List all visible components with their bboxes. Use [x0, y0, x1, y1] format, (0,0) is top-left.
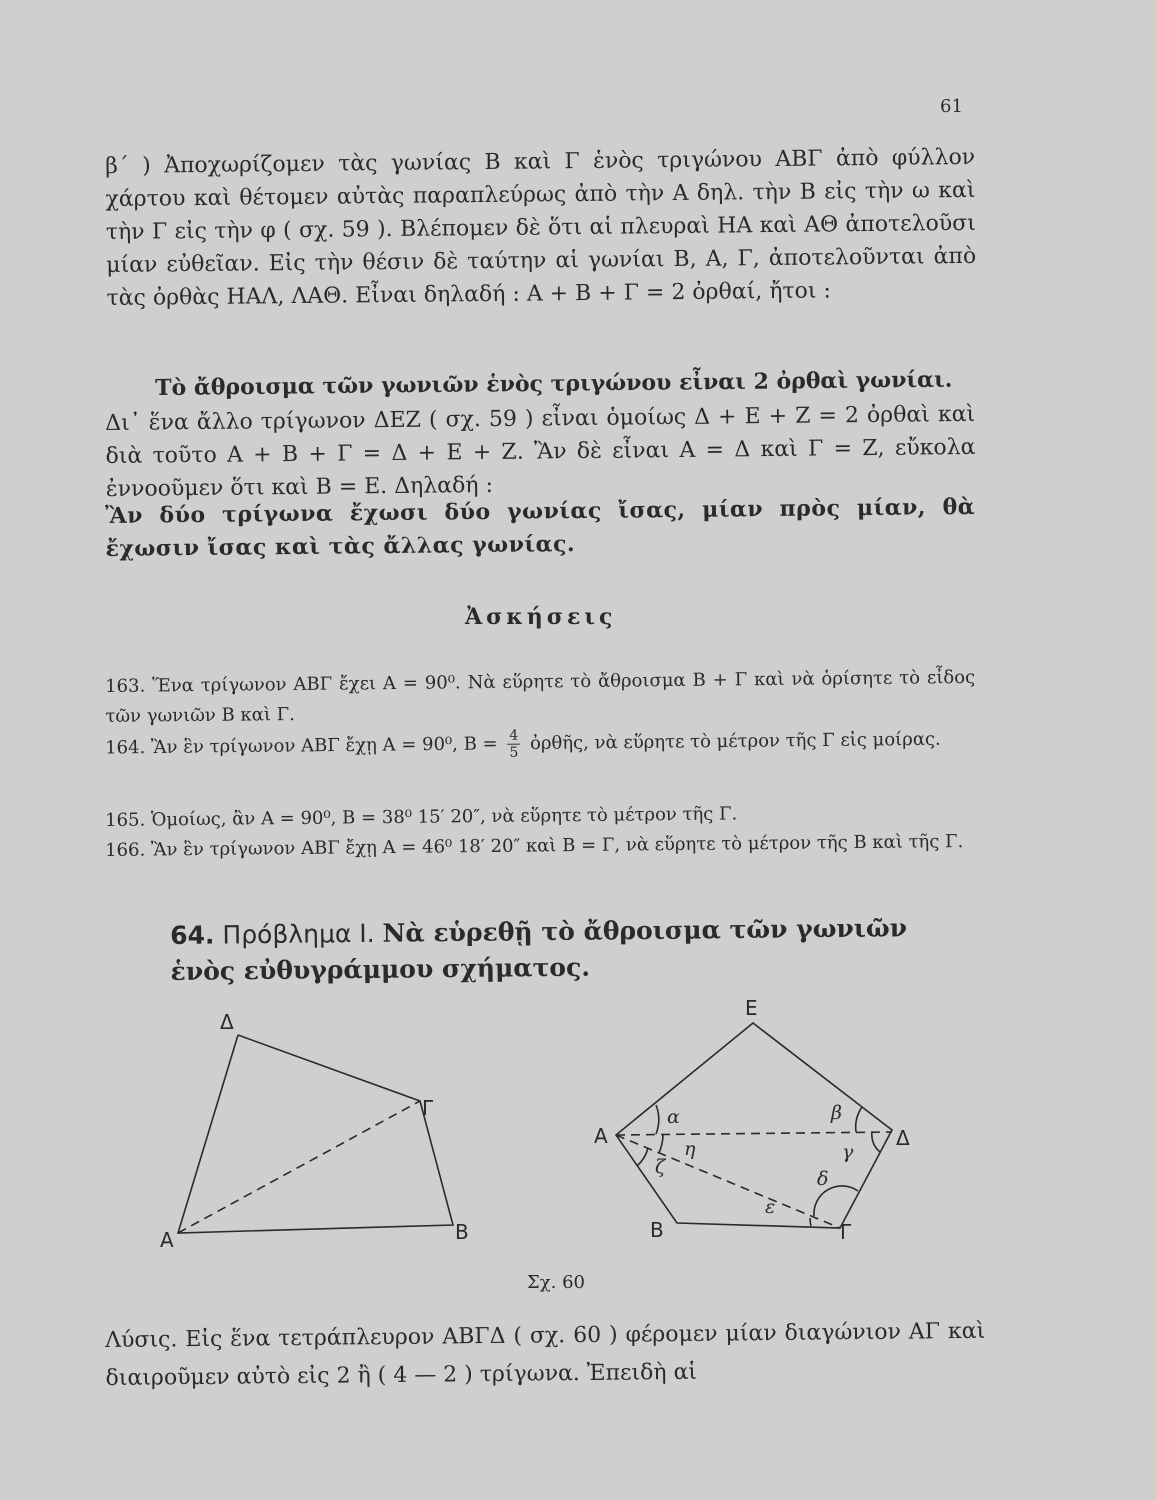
rule-triangle-sum: Τὸ ἄθροισμα τῶν γωνιῶν ἑνὸς τριγώνου εἶναι 2 ὀρθαὶ γωνίαι.	[155, 366, 953, 401]
solution-paragraph: Λύσις. Εἰς ἕνα τετράπλευρον ΑΒΓΔ ( σχ. 60 ) φέρομεν μίαν διαγώνιον ΑΓ καὶ διαιροῦμεν αὐτὸ εἰς 2 ἢ ( 4 — 2 ) τρίγωνα. Ἐπειδὴ αἱ	[105, 1318, 986, 1391]
exercise-164-part1: 164. Ἂν ἓν τρίγωνον ΑΒΓ ἔχῃ Α = 90⁰, Β =	[105, 733, 498, 759]
fraction-4-5	[507, 728, 520, 761]
pent-label-a: Α	[594, 1124, 608, 1148]
angle-arc-alpha	[656, 1105, 659, 1134]
angle-arc-epsilon	[810, 1218, 811, 1226]
problem-heading	[170, 910, 981, 990]
figure-caption: Σχ. 60	[527, 1272, 585, 1293]
pent-label-g: Γ	[840, 1220, 852, 1244]
pentagon-outline	[616, 1023, 892, 1228]
angle-label-epsilon: ε	[765, 1196, 776, 1218]
angle-arc-beta	[856, 1107, 862, 1132]
angle-arc-zeta	[637, 1148, 648, 1166]
angle-label-eta: η	[684, 1138, 696, 1160]
pent-label-e: Ε	[745, 996, 758, 1020]
paragraph-def: Δι᾽ ἕνα ἄλλο τρίγωνον ΔΕΖ ( σχ. 59 ) εἶναι ὁμοίως Δ + Ε + Ζ = 2 ὀρθαὶ καὶ διὰ τοῦτο Α + Β + Γ = Δ + Ε + Ζ. Ἂν δὲ εἶναι Α = Δ καὶ Γ = Ζ, εὔκολα ἐννοοῦμεν ὅτι καὶ Β = Ε. Δηλαδή :	[105, 401, 976, 502]
quad-label-g: Γ	[422, 1096, 434, 1120]
pent-label-d: Δ	[896, 1126, 910, 1150]
angle-label-alpha: α	[667, 1106, 680, 1128]
angle-label-beta: β	[831, 1102, 842, 1124]
fraction-denominator: 5	[509, 744, 519, 761]
pent-label-b: Β	[650, 1218, 664, 1242]
angle-arc-delta	[814, 1186, 858, 1216]
angle-arc-gamma	[872, 1132, 880, 1152]
pentagon-diagonal-ag	[616, 1135, 840, 1228]
quadrilateral-figure	[178, 1035, 453, 1233]
problem-text: Νὰ εὑρεθῇ τὸ ἄθροισμα τῶν γωνιῶν ἑνὸς εὐθυγράμμου σχήματος.	[170, 913, 908, 986]
angle-label-delta: δ	[817, 1168, 829, 1190]
paragraph-intro: β΄ ) Ἀποχωρίζομεν τὰς γωνίας Β καὶ Γ ἑνὸς τριγώνου ΑΒΓ ἀπὸ φύλλον χάρτου καὶ θέτομεν αὐτὰς παραπλεύρως ἀπὸ τὴν Α δηλ. τὴν Β εἰς τὴν ω καὶ τὴν Γ εἰς τὴν φ ( σχ. 59 ). Βλέπομεν δὲ ὅτι αἱ πλευραὶ ΗΑ καὶ ΑΘ ἀποτελοῦσι μίαν εὐθεῖαν. Εἰς τὴν θέσιν δὲ ταύτην αἱ γωνίαι Β, Α, Γ, ἀποτελοῦνται ἀπὸ τὰς ὀρθὰς ΗΑΛ, ΛΑΘ. Εἶναι δηλαδή : Α + Β + Γ = 2 ὀρθαί, ἤτοι :	[105, 144, 977, 311]
problem-number: 64.	[170, 920, 215, 950]
fraction-numerator: 4	[507, 728, 520, 745]
quad-diagonal	[178, 1101, 420, 1233]
problem-label: Πρόβλημα Ι.	[222, 918, 375, 950]
quad-label-d: Δ	[220, 1010, 234, 1034]
exercises-title: Ἀσκήσεις	[465, 604, 617, 630]
exercise-163: 163. Ἕνα τρίγωνον ΑΒΓ ἔχει Α = 90⁰. Νὰ εὕρητε τὸ ἄθροισμα Β + Γ καὶ νὰ ὁρίσητε τὸ εἶδος τῶν γωνιῶν Β καὶ Γ.	[105, 666, 976, 727]
angle-arc-eta	[659, 1135, 663, 1153]
pentagon-figure	[616, 1023, 892, 1228]
exercise-165: 165. Ὁμοίως, ἂν Α = 90⁰, Β = 38⁰ 15′ 20″, νὰ εὕρητε τὸ μέτρον τῆς Γ.	[105, 803, 738, 831]
angle-label-gamma: γ	[842, 1141, 854, 1163]
exercise-164-part2: ὀρθῆς, νὰ εὕρητε τὸ μέτρον τῆς Γ εἰς μοίρας.	[529, 728, 941, 755]
exercise-166: 166. Ἂν ἓν τρίγωνον ΑΒΓ ἔχῃ Α = 46⁰ 18′ 20″ καὶ Β = Γ, νὰ εὕρητε τὸ μέτρον τῆς Β καὶ τῆς Γ.	[105, 831, 964, 861]
quad-label-a: Α	[160, 1228, 174, 1252]
quad-outline	[178, 1035, 453, 1233]
page-number: 61	[940, 96, 963, 117]
figure-60	[150, 995, 950, 1265]
angle-label-zeta: ζ	[655, 1156, 666, 1178]
rule-equal-angles: Ἂν δύο τρίγωνα ἔχωσι δύο γωνίας ἴσας, μίαν πρὸς μίαν, θὰ ἔχωσιν ἴσας καὶ τὰς ἄλλας γωνίας.	[105, 493, 976, 562]
quad-label-b: Β	[455, 1220, 469, 1244]
